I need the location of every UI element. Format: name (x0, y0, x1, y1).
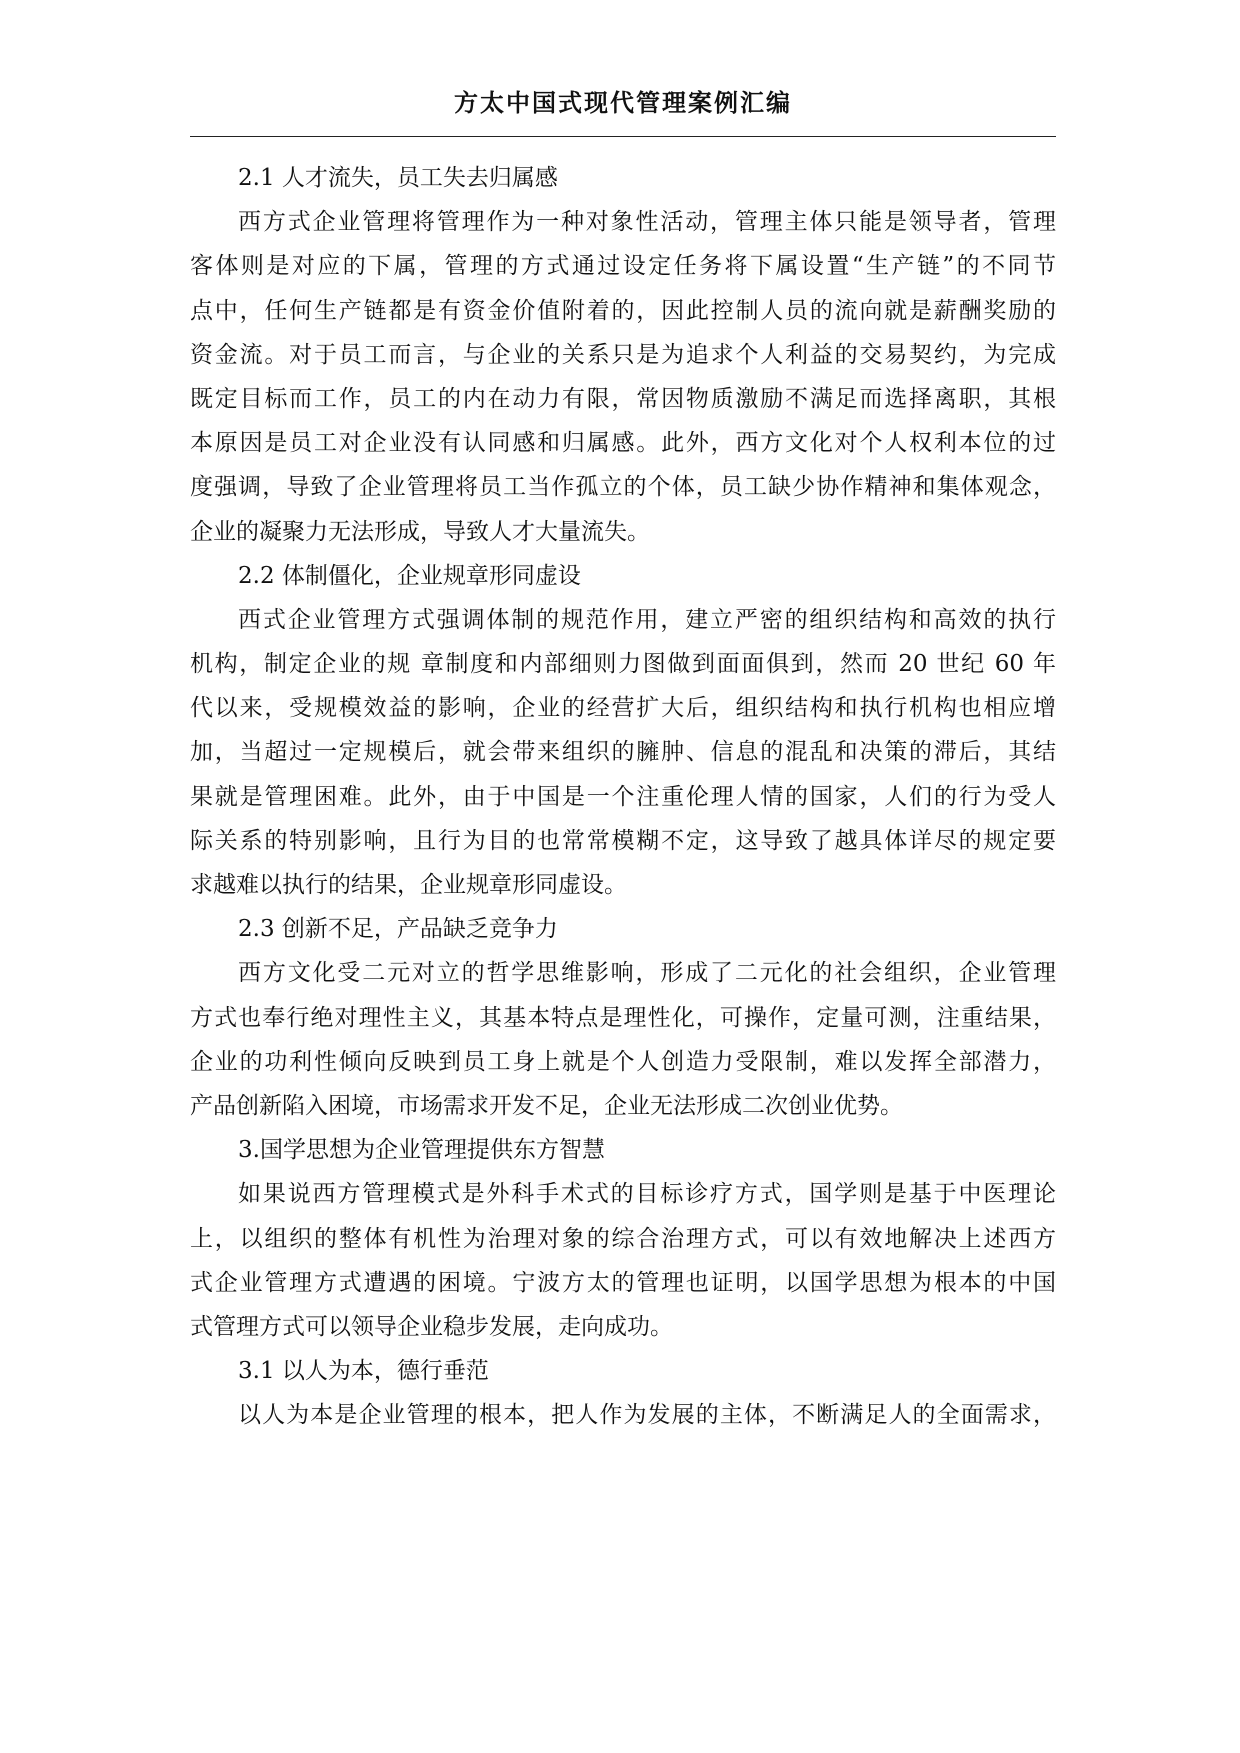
paragraph-line: 西式企业管理方式强调体制的规范作用，建立严密的组织结构和高效的执行 (238, 606, 1056, 633)
section-heading-2-2: 2.2 体制僵化，企业规章形同虚设 (238, 562, 581, 589)
paragraph-line-last: 式管理方式可以领导企业稳步发展，走向成功。 (190, 1313, 673, 1340)
paragraph-line: 代以来，受规模效益的影响，企业的经营扩大后，组织结构和执行机构也相应增 (190, 695, 1056, 722)
paragraph-line: 方式也奉行绝对理性主义，其基本特点是理性化，可操作，定量可测，注重结果， (190, 1004, 1056, 1031)
section-heading-2-1: 2.1 人才流失，员工失去归属感 (238, 165, 558, 191)
section-heading-3-1: 3.1 以人为本，德行垂范 (238, 1358, 489, 1385)
section-heading-2-3: 2.3 创新不足，产品缺乏竞争力 (238, 916, 558, 943)
paragraph-line: 际关系的特别影响，且行为目的也常常模糊不定，这导致了越具体详尽的规定要 (190, 827, 1056, 854)
page-header-title: 方太中国式现代管理案例汇编 (454, 89, 792, 117)
paragraph-line: 以人为本是企业管理的根本，把人作为发展的主体，不断满足人的全面需求， (238, 1402, 1056, 1429)
paragraph-line-last: 产品创新陷入困境，市场需求开发不足，企业无法形成二次创业优势。 (190, 1092, 903, 1119)
paragraph-line: 果就是管理困难。此外，由于中国是一个注重伦理人情的国家，人们的行为受人 (190, 783, 1056, 810)
section-heading-3: 3.国学思想为企业管理提供东方智慧 (238, 1137, 605, 1164)
paragraph-line-last: 企业的凝聚力无法形成，导致人才大量流失。 (190, 518, 650, 545)
header-divider (190, 136, 1056, 137)
paragraph-line: 资金流。对于员工而言，与企业的关系只是为追求个人利益的交易契约，为完成 (190, 341, 1056, 368)
paragraph-line: 企业的功利性倾向反映到员工身上就是个人创造力受限制，难以发挥全部潜力， (190, 1048, 1056, 1075)
paragraph-line: 机构，制定企业的规 章制度和内部细则力图做到面面俱到，然而 20 世纪 60 年 (190, 651, 1056, 678)
paragraph-line: 既定目标而工作，员工的内在动力有限，常因物质激励不满足而选择离职，其根 (190, 385, 1056, 412)
paragraph-line: 点中，任何生产链都是有资金价值附着的，因此控制人员的流向就是薪酬奖励的 (190, 297, 1056, 324)
paragraph-line: 本原因是员工对企业没有认同感和归属感。此外，西方文化对个人权利本位的过 (190, 430, 1056, 457)
paragraph-line: 上，以组织的整体有机性为治理对象的综合治理方式，可以有效地解决上述西方 (190, 1225, 1056, 1252)
paragraph-line: 客体则是对应的下属，管理的方式通过设定任务将下属设置“生产链”的不同节 (190, 253, 1056, 280)
paragraph-line: 加，当超过一定规模后，就会带来组织的臃肿、信息的混乱和决策的滞后，其结 (190, 739, 1056, 766)
paragraph-line: 度强调，导致了企业管理将员工当作孤立的个体，员工缺少协作精神和集体观念， (190, 474, 1056, 501)
paragraph-line: 如果说西方管理模式是外科手术式的目标诊疗方式，国学则是基于中医理论 (238, 1181, 1056, 1208)
paragraph-line: 西方式企业管理将管理作为一种对象性活动，管理主体只能是领导者，管理 (238, 209, 1056, 236)
paragraph-line: 西方文化受二元对立的哲学思维影响，形成了二元化的社会组织，企业管理 (238, 960, 1056, 987)
paragraph-line: 式企业管理方式遭遇的困境。宁波方太的管理也证明，以国学思想为根本的中国 (190, 1269, 1056, 1296)
paragraph-line-last: 求越难以执行的结果，企业规章形同虚设。 (190, 872, 627, 898)
document-body (190, 156, 1056, 1437)
